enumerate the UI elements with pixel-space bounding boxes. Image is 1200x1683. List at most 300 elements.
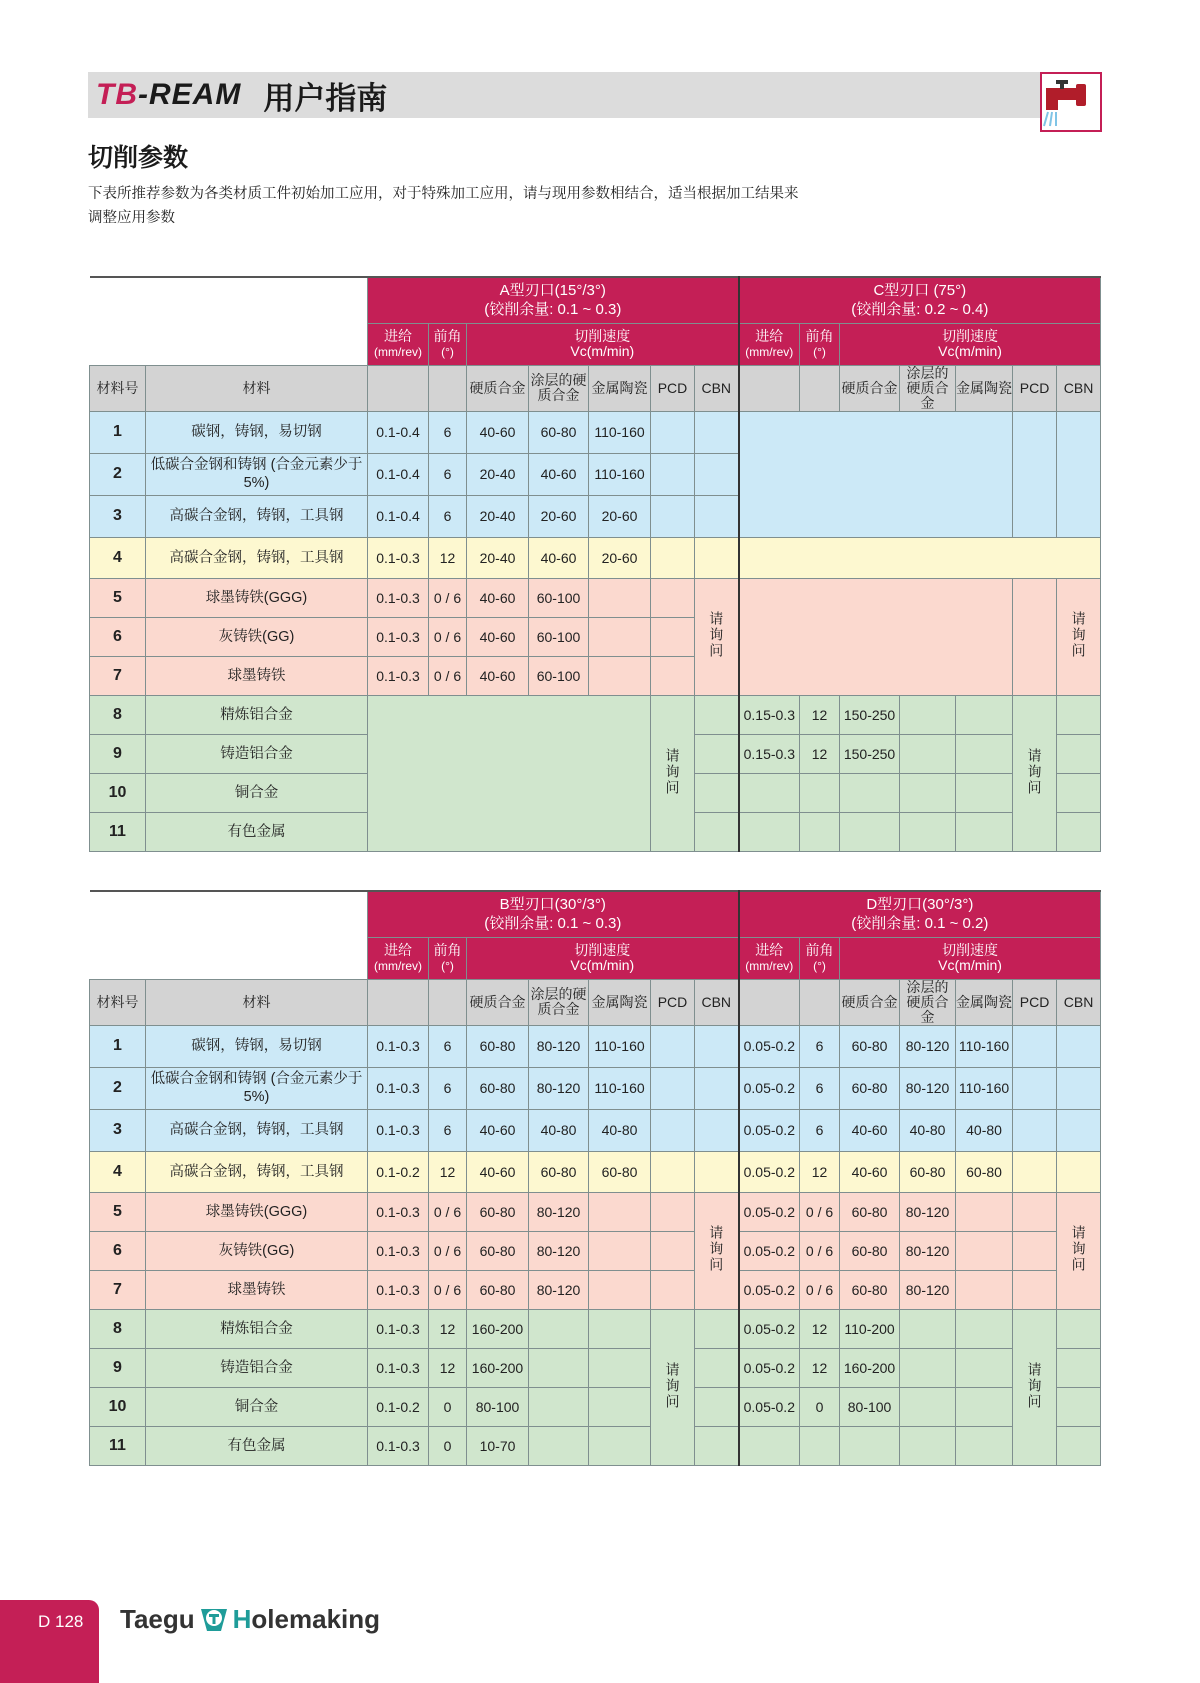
intro-text: 下表所推荐参数为各类材质工件初始加工应用，对于特殊加工应用，请与现用参数相结合，适当根据加工结果来调整应用参数 (88, 186, 799, 226)
coated-carbide-speed-cell: 40-80 (529, 1109, 589, 1151)
cbn-speed-cell (695, 1348, 739, 1387)
pcd-speed-cell (651, 1270, 695, 1309)
rake-angle-cell: 6 (429, 1067, 467, 1109)
cbn-speed-cell (695, 695, 739, 734)
material-number: 4 (90, 1151, 146, 1192)
logo-h: H (232, 1604, 252, 1634)
carbide-speed-cell: 60-80 (840, 1192, 900, 1231)
speed-label: 切削速度 (574, 942, 631, 958)
feed-cell: 0.1-0.3 (368, 1067, 429, 1109)
carbide-speed-cell: 60-80 (840, 1270, 900, 1309)
coated-carbide-speed-cell: 80-120 (529, 1025, 589, 1067)
feed-cell: 0.05-0.2 (739, 1151, 800, 1192)
consult-label: 请询问 (708, 1225, 725, 1273)
logo-holemaking: olemaking (251, 1604, 381, 1634)
rake-angle-cell: 0 / 6 (800, 1231, 840, 1270)
coated-carbide-speed-cell (529, 1426, 589, 1465)
cutting-params-table-a-c (89, 276, 1101, 852)
feed-cell: 0.1-0.3 (368, 537, 429, 578)
carbide-header: 硬质合金 (840, 365, 900, 411)
carbide-speed-cell: 10-70 (467, 1426, 529, 1465)
angle-label: 前角 (805, 941, 834, 958)
cermet-header: 金属陶瓷 (956, 365, 1013, 411)
rake-angle-cell: 12 (800, 734, 840, 773)
header-corner (90, 891, 368, 979)
material-name: 碳钢，铸钢，易切钢 (146, 1025, 368, 1067)
material-number: 5 (90, 578, 146, 617)
coated-carbide-speed-cell: 80-120 (900, 1270, 956, 1309)
table-row (90, 1387, 1101, 1426)
feed-label: 进给 (384, 941, 412, 958)
cermet-speed-cell (956, 812, 1013, 851)
rake-angle-cell: 0 / 6 (429, 617, 467, 656)
speed-header (467, 937, 739, 979)
section-title: D型刃口(30°/3°) (866, 896, 974, 914)
feed-cell: 0.1-0.3 (368, 1270, 429, 1309)
carbide-speed-cell: 160-200 (840, 1348, 900, 1387)
cermet-speed-cell (956, 734, 1013, 773)
feed-cell: 0.1-0.4 (368, 411, 429, 453)
material-name: 低碳合金钢和铸钢 (合金元素少于5%) (146, 453, 368, 495)
coated-carbide-speed-cell: 60-100 (529, 617, 589, 656)
feed-col-header (739, 365, 800, 411)
feed-col-header (739, 979, 800, 1025)
speed-label: 切削速度 (942, 328, 999, 344)
carbide-speed-cell (840, 1426, 900, 1465)
table-row (90, 411, 1101, 453)
section-title: B型刃口(30°/3°) (499, 896, 606, 914)
carbide-speed-cell: 40-60 (467, 1151, 529, 1192)
consult-cell (651, 695, 695, 851)
consult-cell (651, 1309, 695, 1465)
cbn-header: CBN (695, 365, 739, 411)
coated-carbide-speed-cell (529, 1309, 589, 1348)
page-title: 用户指南 (263, 80, 388, 117)
carbide-speed-cell: 40-60 (467, 578, 529, 617)
feed-label: 进给 (755, 327, 784, 344)
cbn-speed-cell (695, 453, 739, 495)
cermet-speed-cell: 110-160 (589, 1025, 651, 1067)
section-subtitle: (铰削余量: 0.1 ~ 0.3) (484, 301, 622, 319)
coated-carbide-header: 涂层的硬质合金 (900, 979, 956, 1025)
cermet-speed-cell (589, 1231, 651, 1270)
material-name: 球墨铸铁(GGG) (146, 578, 368, 617)
table-row (90, 1109, 1101, 1151)
rake-angle-cell: 0 (429, 1387, 467, 1426)
feed-cell: 0.1-0.3 (368, 1348, 429, 1387)
section-header (368, 891, 739, 937)
section-header (739, 277, 1101, 323)
carbide-speed-cell: 60-80 (467, 1192, 529, 1231)
feed-cell (739, 773, 800, 812)
speed-label: 切削速度 (574, 328, 631, 344)
cermet-speed-cell (956, 1426, 1013, 1465)
pcd-speed-cell (1013, 1109, 1057, 1151)
feed-cell: 0.15-0.3 (739, 734, 800, 773)
feed-cell (739, 812, 800, 851)
angle-header (429, 323, 467, 365)
feed-header (368, 323, 429, 365)
table-row (90, 1309, 1101, 1348)
carbide-speed-cell: 80-100 (467, 1387, 529, 1426)
carbide-speed-cell: 60-80 (467, 1270, 529, 1309)
coated-carbide-speed-cell (529, 1387, 589, 1426)
carbide-speed-cell (840, 773, 900, 812)
cermet-speed-cell: 60-80 (956, 1151, 1013, 1192)
consult-label: 请询问 (708, 611, 725, 659)
rake-angle-cell (800, 812, 840, 851)
feed-cell: 0.1-0.3 (368, 617, 429, 656)
material-header: 材料 (146, 979, 368, 1025)
carbide-speed-cell: 160-200 (467, 1309, 529, 1348)
pcd-speed-cell (651, 1192, 695, 1231)
feed-cell: 0.15-0.3 (739, 695, 800, 734)
feed-col-header (368, 979, 429, 1025)
material-number: 11 (90, 1426, 146, 1465)
coated-carbide-speed-cell (900, 695, 956, 734)
cermet-speed-cell: 20-60 (589, 495, 651, 537)
cermet-speed-cell: 20-60 (589, 537, 651, 578)
material-number: 6 (90, 617, 146, 656)
feed-cell (739, 411, 1013, 537)
logo-taegu: Taegu (120, 1604, 195, 1634)
page-number-tab (0, 1600, 99, 1683)
cbn-speed-cell (1057, 1348, 1101, 1387)
rake-angle-cell: 6 (429, 411, 467, 453)
pcd-speed-cell (651, 495, 695, 537)
angle-unit: (°) (813, 344, 826, 359)
angle-col-header (429, 365, 467, 411)
cermet-header: 金属陶瓷 (956, 979, 1013, 1025)
cermet-speed-cell: 40-80 (956, 1109, 1013, 1151)
rake-angle-cell: 6 (429, 1109, 467, 1151)
consult-label: 请询问 (664, 1361, 681, 1410)
carbide-speed-cell: 60-80 (840, 1231, 900, 1270)
rake-angle-cell: 0 (429, 1426, 467, 1465)
feed-cell: 0.1-0.3 (368, 1309, 429, 1348)
carbide-speed-cell: 40-60 (840, 1109, 900, 1151)
material-header: 材料 (146, 365, 368, 411)
feed-cell: 0.05-0.2 (739, 1067, 800, 1109)
cermet-header: 金属陶瓷 (589, 365, 651, 411)
material-number: 10 (90, 773, 146, 812)
angle-label: 前角 (433, 327, 462, 344)
rake-angle-cell: 6 (800, 1025, 840, 1067)
pcd-speed-cell (1013, 1025, 1057, 1067)
carbide-speed-cell: 60-80 (467, 1231, 529, 1270)
section-title: C型刃口 (75°) (873, 282, 967, 300)
coated-carbide-header: 涂层的硬质合金 (900, 365, 956, 411)
pcd-speed-cell (1013, 1270, 1057, 1309)
pcd-header: PCD (1013, 365, 1057, 411)
coated-carbide-speed-cell: 40-60 (529, 537, 589, 578)
cbn-speed-cell (1057, 1426, 1101, 1465)
cbn-speed-cell (695, 1067, 739, 1109)
header-corner (90, 277, 368, 365)
angle-label: 前角 (433, 941, 462, 958)
material-name: 铜合金 (146, 773, 368, 812)
carbide-speed-cell: 40-60 (840, 1151, 900, 1192)
coated-carbide-speed-cell: 80-120 (529, 1270, 589, 1309)
cermet-speed-cell: 110-160 (956, 1025, 1013, 1067)
feed-cell: 0.05-0.2 (739, 1270, 800, 1309)
speed-unit: Vc(m/min) (938, 343, 1002, 359)
carbide-speed-cell (840, 812, 900, 851)
coated-carbide-header: 涂层的硬质合金 (529, 365, 589, 411)
coated-carbide-speed-cell (529, 1348, 589, 1387)
rake-angle-cell: 6 (429, 453, 467, 495)
cbn-speed-cell (1057, 1025, 1101, 1067)
pcd-speed-cell (651, 1231, 695, 1270)
table-row (90, 695, 1101, 734)
angle-col-header (429, 979, 467, 1025)
coated-carbide-speed-cell: 60-80 (900, 1151, 956, 1192)
speed-header (467, 323, 739, 365)
carbide-speed-cell: 20-40 (467, 453, 529, 495)
table-row (90, 537, 1101, 578)
cermet-speed-cell: 110-160 (589, 453, 651, 495)
material-name: 灰铸铁(GG) (146, 1231, 368, 1270)
section-title: 切削参数 (88, 143, 189, 172)
coated-carbide-speed-cell: 80-120 (529, 1192, 589, 1231)
cbn-speed-cell (695, 495, 739, 537)
table-row (90, 1270, 1101, 1309)
rake-angle-cell: 12 (429, 1309, 467, 1348)
rake-angle-cell: 12 (429, 537, 467, 578)
cermet-speed-cell (589, 1192, 651, 1231)
coolant-faucet-icon (1040, 72, 1102, 132)
cbn-speed-cell (1057, 1151, 1101, 1192)
feed-cell: 0.1-0.3 (368, 1231, 429, 1270)
material-number: 8 (90, 695, 146, 734)
section-subtitle: (铰削余量: 0.1 ~ 0.2) (851, 915, 989, 933)
angle-unit: (°) (441, 344, 454, 359)
pcd-header: PCD (651, 979, 695, 1025)
speed-label: 切削速度 (942, 942, 999, 958)
material-number: 1 (90, 411, 146, 453)
material-number: 9 (90, 734, 146, 773)
angle-col-header (800, 365, 840, 411)
rake-angle-cell: 0 / 6 (800, 1192, 840, 1231)
carbide-speed-cell: 160-200 (467, 1348, 529, 1387)
material-name: 球墨铸铁 (146, 656, 368, 695)
feed-unit: (mm/rev) (374, 958, 422, 973)
rake-angle-cell: 0 / 6 (429, 578, 467, 617)
rake-angle-cell (800, 773, 840, 812)
carbide-speed-cell: 80-100 (840, 1387, 900, 1426)
rake-angle-cell: 6 (429, 495, 467, 537)
consult-label: 请询问 (1026, 1361, 1043, 1410)
coated-carbide-speed-cell (900, 1426, 956, 1465)
material-name: 球墨铸铁(GGG) (146, 1192, 368, 1231)
table-row (90, 1067, 1101, 1109)
angle-header (429, 937, 467, 979)
pcd-speed-cell (651, 656, 695, 695)
cermet-speed-cell (589, 578, 651, 617)
feed-cell: 0.1-0.3 (368, 1192, 429, 1231)
material-name: 高碳合金钢，铸钢，工具钢 (146, 537, 368, 578)
feed-cell (739, 537, 1101, 578)
angle-unit: (°) (813, 958, 826, 973)
speed-unit: Vc(m/min) (938, 957, 1002, 973)
cbn-speed-cell (1057, 1387, 1101, 1426)
pcd-speed-cell (1013, 411, 1057, 537)
rake-angle-cell (800, 1426, 840, 1465)
angle-header (800, 323, 840, 365)
carbide-speed-cell: 60-80 (840, 1067, 900, 1109)
pcd-speed-cell (651, 411, 695, 453)
pcd-header: PCD (1013, 979, 1057, 1025)
material-name: 铸造铝合金 (146, 1348, 368, 1387)
consult-cell (695, 1192, 739, 1309)
consult-cell (1057, 1192, 1101, 1309)
pcd-speed-cell (1013, 1151, 1057, 1192)
cermet-speed-cell (589, 1387, 651, 1426)
cbn-header: CBN (695, 979, 739, 1025)
consult-label: 请询问 (1070, 1225, 1087, 1273)
rake-angle-cell: 12 (429, 1348, 467, 1387)
carbide-header: 硬质合金 (467, 979, 529, 1025)
feed-header (739, 323, 800, 365)
feed-header (368, 937, 429, 979)
carbide-speed-cell: 20-40 (467, 537, 529, 578)
material-name: 灰铸铁(GG) (146, 617, 368, 656)
material-name: 有色金属 (146, 812, 368, 851)
feed-cell: 0.1-0.4 (368, 495, 429, 537)
carbide-speed-cell: 110-200 (840, 1309, 900, 1348)
coated-carbide-speed-cell: 60-80 (529, 1151, 589, 1192)
carbide-speed-cell: 150-250 (840, 734, 900, 773)
feed-label: 进给 (384, 327, 412, 344)
cutting-params-table-b-d (89, 890, 1101, 1466)
carbide-speed-cell: 40-60 (467, 411, 529, 453)
cbn-header: CBN (1057, 365, 1101, 411)
material-number: 3 (90, 495, 146, 537)
material-name: 高碳合金钢，铸钢，工具钢 (146, 495, 368, 537)
cbn-header: CBN (1057, 979, 1101, 1025)
cbn-speed-cell (1057, 1067, 1101, 1109)
section-header (739, 891, 1101, 937)
cermet-speed-cell: 40-80 (589, 1109, 651, 1151)
rake-angle-cell: 6 (800, 1067, 840, 1109)
rake-angle-cell: 6 (800, 1109, 840, 1151)
rake-angle-cell: 6 (429, 1025, 467, 1067)
consult-label: 请询问 (664, 747, 681, 796)
consult-label: 请询问 (1026, 747, 1043, 796)
material-number: 1 (90, 1025, 146, 1067)
cermet-speed-cell (956, 695, 1013, 734)
carbide-speed-cell: 60-80 (467, 1025, 529, 1067)
coated-carbide-speed-cell (900, 734, 956, 773)
coated-carbide-speed-cell: 80-120 (900, 1192, 956, 1231)
mat-no-header: 材料号 (90, 979, 146, 1025)
section-header (368, 277, 739, 323)
feed-cell: 0.05-0.2 (739, 1192, 800, 1231)
carbide-speed-cell: 150-250 (840, 695, 900, 734)
rake-angle-cell: 0 / 6 (800, 1270, 840, 1309)
cbn-speed-cell (1057, 695, 1101, 734)
coated-carbide-speed-cell: 40-80 (900, 1109, 956, 1151)
material-number: 3 (90, 1109, 146, 1151)
pcd-speed-cell (1013, 1192, 1057, 1231)
carbide-speed-cell: 40-60 (467, 656, 529, 695)
rake-angle-cell: 12 (800, 1348, 840, 1387)
coated-carbide-speed-cell: 20-60 (529, 495, 589, 537)
rake-angle-cell: 12 (800, 1151, 840, 1192)
angle-col-header (800, 979, 840, 1025)
table-row (90, 1231, 1101, 1270)
pcd-speed-cell (651, 537, 695, 578)
cermet-speed-cell (589, 1348, 651, 1387)
page-number: D 128 (38, 1612, 84, 1631)
cbn-speed-cell (695, 1025, 739, 1067)
rake-angle-cell: 12 (800, 1309, 840, 1348)
pcd-speed-cell (651, 1067, 695, 1109)
material-number: 2 (90, 453, 146, 495)
rake-angle-cell: 12 (800, 695, 840, 734)
pcd-speed-cell (651, 1025, 695, 1067)
feed-cell (368, 695, 651, 851)
coated-carbide-speed-cell: 60-100 (529, 578, 589, 617)
feed-cell: 0.05-0.2 (739, 1109, 800, 1151)
feed-unit: (mm/rev) (745, 958, 794, 973)
feed-cell: 0.05-0.2 (739, 1348, 800, 1387)
cermet-speed-cell (589, 1309, 651, 1348)
table-row (90, 1348, 1101, 1387)
coated-carbide-speed-cell: 80-120 (900, 1067, 956, 1109)
material-number: 7 (90, 656, 146, 695)
carbide-header: 硬质合金 (840, 979, 900, 1025)
coated-carbide-speed-cell (900, 1387, 956, 1426)
coated-carbide-speed-cell (900, 773, 956, 812)
feed-cell: 0.05-0.2 (739, 1387, 800, 1426)
feed-cell (739, 1426, 800, 1465)
cbn-speed-cell (1057, 411, 1101, 537)
cbn-speed-cell (695, 411, 739, 453)
material-number: 7 (90, 1270, 146, 1309)
coated-carbide-speed-cell: 80-120 (900, 1025, 956, 1067)
feed-cell: 0.05-0.2 (739, 1231, 800, 1270)
material-number: 8 (90, 1309, 146, 1348)
material-name: 铸造铝合金 (146, 734, 368, 773)
cbn-speed-cell (695, 1109, 739, 1151)
material-name: 碳钢，铸钢，易切钢 (146, 411, 368, 453)
cbn-speed-cell (695, 1426, 739, 1465)
rake-angle-cell: 0 / 6 (429, 1192, 467, 1231)
rake-angle-cell: 0 (800, 1387, 840, 1426)
rake-angle-cell: 0 / 6 (429, 1231, 467, 1270)
material-name: 低碳合金钢和铸钢 (合金元素少于5%) (146, 1067, 368, 1109)
feed-cell: 0.1-0.3 (368, 1109, 429, 1151)
coated-carbide-speed-cell: 40-60 (529, 453, 589, 495)
material-number: 5 (90, 1192, 146, 1231)
feed-label: 进给 (755, 941, 784, 958)
coated-carbide-speed-cell: 60-100 (529, 656, 589, 695)
cbn-speed-cell (695, 1309, 739, 1348)
cermet-speed-cell (956, 1231, 1013, 1270)
section-subtitle: (铰削余量: 0.1 ~ 0.3) (484, 915, 622, 933)
material-name: 有色金属 (146, 1426, 368, 1465)
coated-carbide-speed-cell (900, 1348, 956, 1387)
pcd-speed-cell (1013, 1067, 1057, 1109)
pcd-header: PCD (651, 365, 695, 411)
speed-header (840, 323, 1101, 365)
carbide-speed-cell: 60-80 (467, 1067, 529, 1109)
material-number: 4 (90, 537, 146, 578)
material-name: 高碳合金钢，铸钢，工具钢 (146, 1109, 368, 1151)
feed-cell: 0.1-0.2 (368, 1151, 429, 1192)
cermet-speed-cell (956, 1192, 1013, 1231)
